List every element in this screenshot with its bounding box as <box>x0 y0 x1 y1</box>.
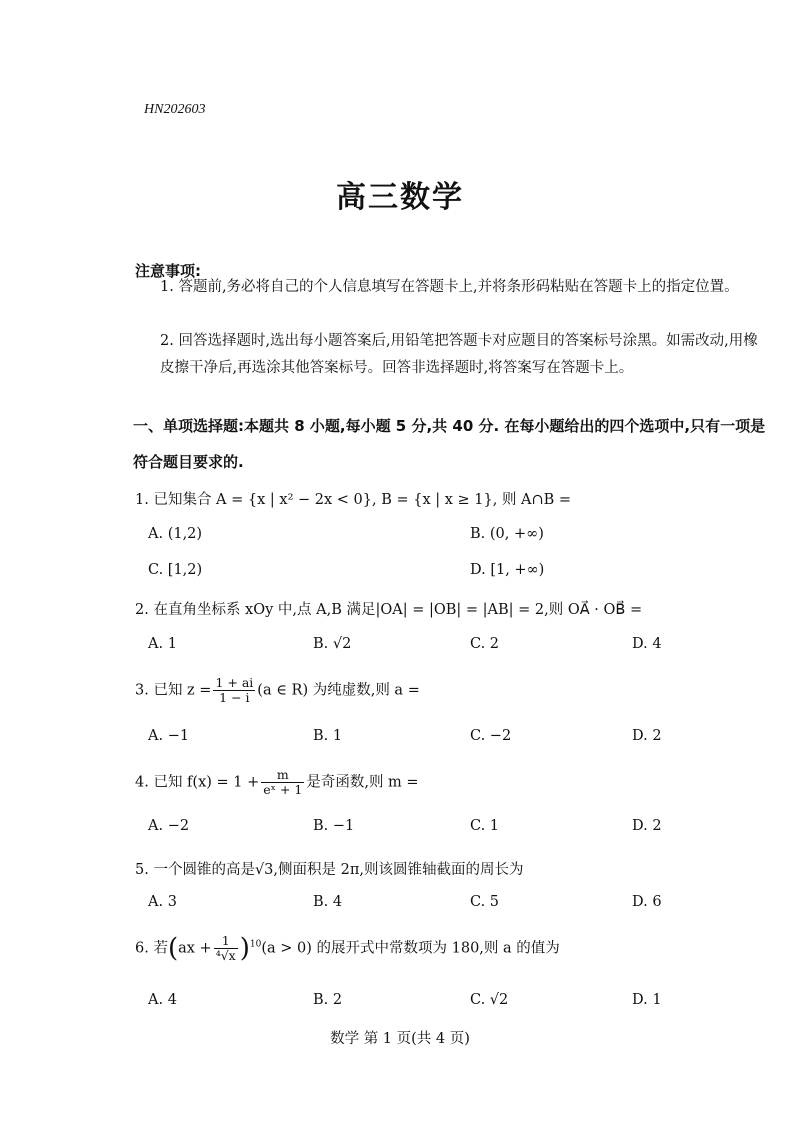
question-5-option-d[interactable]: D. 6 <box>632 894 662 910</box>
question-6-fraction <box>214 934 238 963</box>
question-6-option-d[interactable]: D. 1 <box>632 992 662 1008</box>
question-3-stem-prefix: 3. 已知 z = <box>135 682 212 699</box>
page-footer: 数学 第 1 页(共 4 页) <box>330 1031 470 1047</box>
question-3-option-c[interactable]: C. −2 <box>470 728 512 744</box>
question-3-fraction-denominator: 1 − i <box>219 690 250 705</box>
question-4-option-a[interactable]: A. −2 <box>148 818 190 834</box>
question-2-stem: 2. 在直角坐标系 xOy 中,点 A,B 满足|OA| = |OB| = |AB| = 2,则 OA⃗ · OB⃗ = <box>135 602 643 618</box>
question-6-option-a[interactable]: A. 4 <box>148 992 177 1008</box>
exam-code: HN202603 <box>144 102 206 117</box>
question-5-option-b[interactable]: B. 4 <box>313 894 343 910</box>
question-4-fraction-numerator: m <box>261 768 304 783</box>
question-2-option-a[interactable]: A. 1 <box>148 636 177 652</box>
question-3-option-a[interactable]: A. −1 <box>148 728 190 744</box>
question-4-stem-suffix: 是奇函数,则 m = <box>306 774 419 791</box>
question-4-option-b[interactable]: B. −1 <box>313 818 355 834</box>
question-2-option-d[interactable]: D. 4 <box>632 636 662 652</box>
question-6-stem <box>135 934 560 963</box>
right-paren: ) <box>239 933 250 964</box>
question-1-option-d[interactable]: D. [1, +∞) <box>470 562 545 578</box>
question-6-expression: ax + <box>178 940 212 957</box>
question-4-stem-prefix: 4. 已知 f(x) = 1 + <box>135 774 260 791</box>
question-1-option-c[interactable]: C. [1,2) <box>148 562 203 578</box>
question-4-option-c[interactable]: C. 1 <box>470 818 500 834</box>
question-2-option-b[interactable]: B. √2 <box>313 636 352 652</box>
question-4-fraction-denominator: eˣ + 1 <box>263 782 303 797</box>
question-1-option-a[interactable]: A. (1,2) <box>148 526 203 542</box>
question-3-option-b[interactable]: B. 1 <box>313 728 343 744</box>
question-4-option-d[interactable]: D. 2 <box>632 818 662 834</box>
notice-heading: 注意事项: <box>135 262 201 280</box>
question-1-option-b[interactable]: B. (0, +∞) <box>470 526 544 542</box>
question-6-option-b[interactable]: B. 2 <box>313 992 343 1008</box>
question-1-stem: 1. 已知集合 A = {x | x² − 2x < 0}, B = {x | x ≥ 1}, 则 A∩B = <box>135 492 572 508</box>
left-paren: ( <box>167 933 179 964</box>
question-6-option-c[interactable]: C. √2 <box>470 992 509 1008</box>
question-6-stem-suffix: (a > 0) 的展开式中常数项为 180,则 a 的值为 <box>261 940 560 957</box>
question-5-option-a[interactable]: A. 3 <box>148 894 177 910</box>
question-6-fraction-denominator: ⁴√x <box>215 948 236 963</box>
question-3-fraction <box>213 676 255 705</box>
section-heading: 一、单项选择题:本题共 8 小题,每小题 5 分,共 40 分. 在每小题给出的四个选项中,只有一项是符合题目要求的. <box>133 417 766 471</box>
question-3-fraction-numerator: 1 + ai <box>215 675 254 690</box>
question-4-stem <box>135 768 419 797</box>
question-6-stem-prefix: 6. 若 <box>135 940 168 957</box>
question-3-stem-suffix: (a ∈ R) 为纯虚数,则 a = <box>257 682 420 699</box>
question-3-option-d[interactable]: D. 2 <box>632 728 662 744</box>
question-6-exponent: 10 <box>249 939 262 950</box>
question-4-fraction <box>261 768 304 797</box>
notice-item-1: 1. 答题前,务必将自己的个人信息填写在答题卡上,并将条形码粘贴在答题卡上的指定位置。 <box>160 279 739 295</box>
question-5-option-c[interactable]: C. 5 <box>470 894 500 910</box>
question-3-stem <box>135 676 420 705</box>
notice-item-2: 2. 回答选择题时,选出每小题答案后,用铅笔把答题卡对应题目的答案标号涂黑。如需改动,用橡皮擦干净后,再选涂其他答案标号。回答非选择题时,将答案写在答题卡上。 <box>160 333 758 376</box>
page-title: 高三数学 <box>336 180 464 215</box>
question-2-option-c[interactable]: C. 2 <box>470 636 500 652</box>
question-5-stem: 5. 一个圆锥的高是√3,侧面积是 2π,则该圆锥轴截面的周长为 <box>135 862 524 878</box>
question-6-fraction-numerator: 1 <box>214 934 238 949</box>
